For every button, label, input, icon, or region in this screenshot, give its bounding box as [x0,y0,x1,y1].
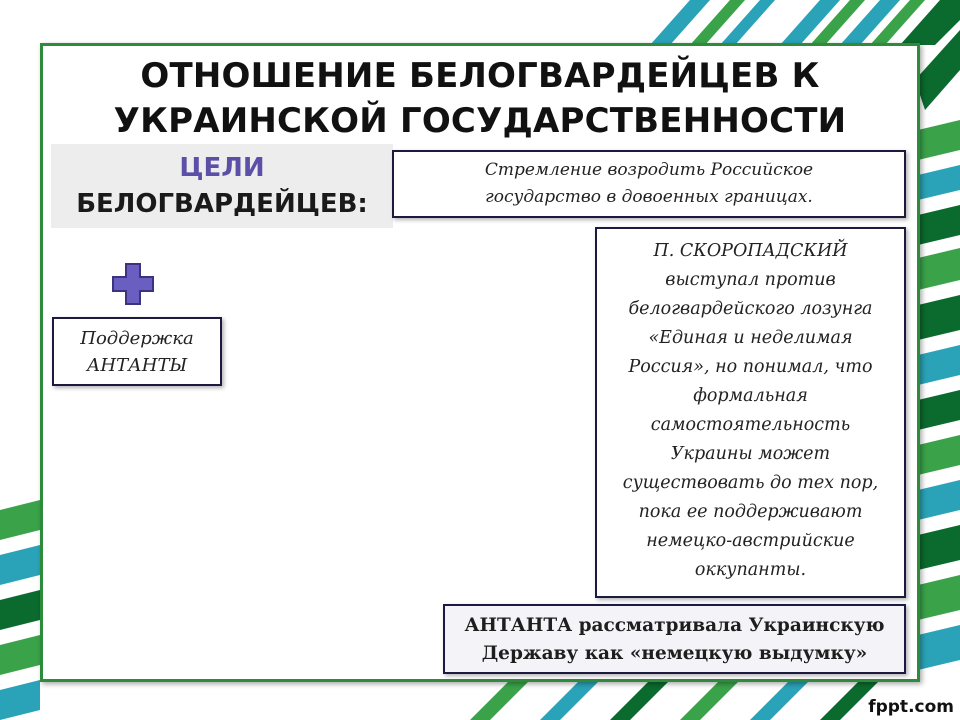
entente-line-1: АНТАНТА рассматривала Украинскую [464,615,885,636]
skoropadsky-line: формальная [693,386,808,406]
goals-label [51,144,393,228]
support-line-2: АНТАНТЫ [86,355,188,376]
skoropadsky-line: «Единая и неделимая [648,328,853,348]
goals-label-line-1: ЦЕЛИ [179,153,265,183]
goals-label-line-2: БЕЛОГВАРДЕЙЦЕВ: [76,189,368,219]
stripe-bottom [470,680,880,720]
stripe-top-teal [650,0,900,45]
slide-frame [40,43,920,682]
skoropadsky-line: существовать до тех пор, [622,473,879,493]
skoropadsky-line: оккупанты. [694,560,807,580]
stripe-left [0,500,40,720]
title-line-1: ОТНОШЕНИЕ БЕЛОГВАРДЕЙЦЕВ К [140,56,820,96]
slide-title [43,54,917,144]
skoropadsky-line: самостоятельность [650,415,851,435]
goal-line-2: государство в довоенных границах. [485,187,813,207]
fppt-logo: fppt.com [868,697,954,717]
skoropadsky-line: П. СКОРОПАДСКИЙ [653,241,848,261]
goal-line-1: Стремление возродить Российское [484,160,814,180]
support-box [52,317,222,386]
stripe-right [918,120,960,670]
skoropadsky-line: пока ее поддерживают [638,502,863,522]
support-line-1: Поддержка [80,328,194,349]
title-line-2: УКРАИНСКОЙ ГОСУДАРСТВЕННОСТИ [113,101,847,141]
entente-box [443,604,906,674]
skoropadsky-line: белогвардейского лозунга [628,299,873,319]
goal-box [392,150,906,218]
skoropadsky-line: немецко-австрийские [646,531,855,551]
plus-icon [111,262,155,306]
skoropadsky-line: Украины может [670,444,831,464]
skoropadsky-box [595,227,906,598]
skoropadsky-line: выступал против [665,270,836,290]
skoropadsky-line: Россия», но понимал, что [628,357,873,377]
entente-line-2: Державу как «немецкую выдумку» [481,643,868,664]
